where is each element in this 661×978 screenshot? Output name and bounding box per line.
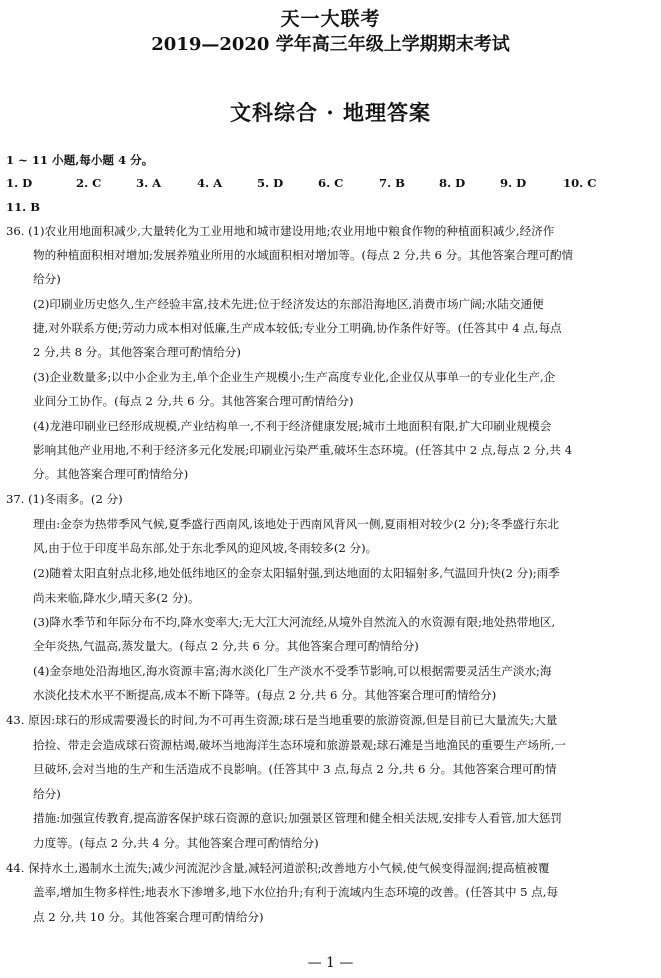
q36-line-7: (3)企业数量多;以中小企业为主,单个企业生产规模小;生产高度专业化,企业仅从事单一的专业化生产,企 [33,370,556,384]
mc-answer-11: 11. B [6,200,41,214]
org-title: 天一大联考 [280,8,381,30]
mc-answer-3: 3. A [136,176,162,190]
q43-line-4: 给分) [33,787,61,801]
q36-line-1: 36. (1)农业用地面积减少,大量转化为工业用地和城市建设用地;农业用地中粮食作物的种植面积减少,经济作 [6,224,555,238]
q43-line-2: 拾捡、带走会造成球石资源枯竭,破坏当地海洋生态环境和旅游景观;球石滩是当地渔民的重要生产场所,一 [33,738,566,752]
q37-line-2: 理由:金奈为热带季风气候,夏季盛行西南风,该地处于西南风背风一侧,夏雨相对较少(2 分);冬季盛行东北 [33,517,559,531]
q44-line-2: 盖率,增加生物多样性;地表水下渗增多,地下水位抬升;有利于流域内生态环境的改善。(任答其中 5 点,每 [33,885,559,899]
q36-line-9: (4)龙港印刷业已经形成规模,产业结构单一,不利于经济健康发展;城市土地面积有限,扩大印刷业规模会 [33,419,552,433]
q36-line-4: (2)印刷业历史悠久,生产经验丰富,技术先进;位于经济发达的东部沿海地区,消费市场广阔;水陆交通便 [33,297,544,311]
mc-answer-6: 6. C [318,176,344,190]
mc-answer-8: 8. D [439,176,466,190]
mc-answer-7: 7. B [379,176,405,190]
mc-answer-4: 4. A [197,176,223,190]
q36-line-6: 2 分,共 8 分。其他答案合理可酌情给分) [33,345,241,359]
q43-line-6: 力度等。(每点 2 分,共 4 分。其他答案合理可酌情给分) [33,836,319,850]
q44-line-1: 44. 保持水土,遏制水土流失;减少河流泥沙含量,减轻河道淤积;改善地方小气候,使气候变得湿润;提高植被覆 [6,861,550,875]
q44-line-3: 点 2 分,共 10 分。其他答案合理可酌情给分) [33,910,264,924]
q37-line-6: (3)降水季节和年际分布不均,降水变率大;无大江大河流经,从境外自然流入的水资源有限;地处热带地区, [33,615,556,629]
q37-line-4: (2)随着太阳直射点北移,地处低纬地区的金奈太阳辐射强,到达地面的太阳辐射多,气温回升快(2 分);雨季 [33,566,560,580]
q37-line-5: 尚未来临,降水少,晴天多(2 分)。 [33,591,200,605]
mc-intro: 1 ~ 11 小题,每小题 4 分。 [6,153,154,167]
mc-answer-9: 9. D [500,176,527,190]
q36-line-11: 分。其他答案合理可酌情给分) [33,467,189,481]
q37-line-8: (4)金奈地处沿海地区,海水资源丰富;海水淡化厂生产淡水不受季节影响,可以根据需要灵活生产淡水;海 [33,664,552,678]
q37-line-9: 水淡化技术水平不断提高,成本不断下降等。(每点 2 分,共 6 分。其他答案合理可酌情给分) [33,688,497,702]
mc-answer-2: 2. C [76,176,102,190]
subject-title: 文科综合 · 地理答案 [230,100,431,125]
q43-line-3: 旦破坏,会对当地的生产和生活造成不良影响。(任答其中 3 点,每点 2 分,共 6 分。其他答案合理可酌情 [33,762,557,776]
q36-line-8: 业间分工协作。(每点 2 分,共 6 分。其他答案合理可酌情给分) [33,394,354,408]
mc-answer-5: 5. D [257,176,284,190]
q37-line-3: 风,由于位于印度半岛东部,处于东北季风的迎风坡,冬雨较多(2 分)。 [33,541,378,555]
q36-line-10: 影响其他产业用地,不利于经济多元化发展;印刷业污染严重,破坏生态环境。(任答其中 2 点,每点 2 分,共 4 [33,443,573,457]
exam-title: 2019—2020 学年高三年级上学期期末考试 [151,34,510,55]
q36-line-3: 给分) [33,272,61,286]
mc-answer-1: 1. D [6,176,33,190]
q43-line-5: 措施:加强宣传教育,提高游客保护球石资源的意识;加强景区管理和健全相关法规,安排专人看管,加大惩罚 [33,811,562,825]
q36-line-2: 物的种植面积相对增加;发展养殖业所用的水域面积相对增加等。(每点 2 分,共 6 分。其他答案合理可酌情 [33,248,574,262]
q37-line-1: 37. (1)冬雨多。(2 分) [6,492,123,506]
q37-line-7: 全年炎热,气温高,蒸发量大。(每点 2 分,共 6 分。其他答案合理可酌情给分) [33,639,419,653]
q36-line-5: 捷,对外联系方便;劳动力成本相对低廉,生产成本较低;专业分工明确,协作条件好等。(任答其中 4 点,每点 [33,321,562,335]
page-number: — 1 — [307,955,354,971]
q43-line-1: 43. 原因:球石的形成需要漫长的时间,为不可再生资源;球石是当地重要的旅游资源,但是目前已大量流失;大量 [6,713,558,727]
mc-answer-10: 10. C [563,176,597,190]
